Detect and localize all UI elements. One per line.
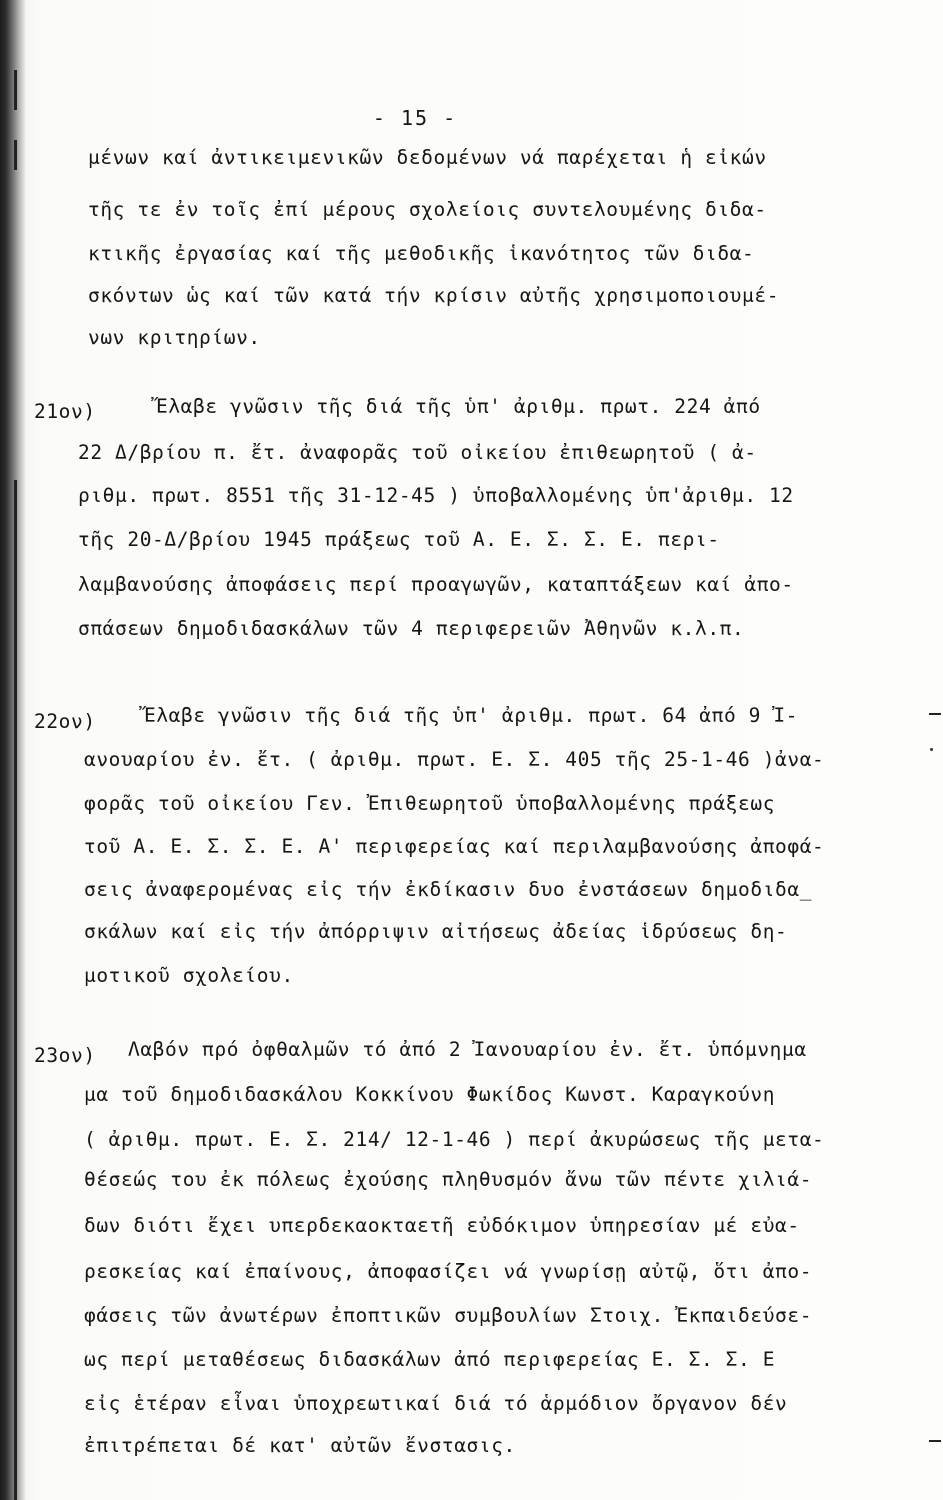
text-line: ( ἀριθμ. πρωτ. Ε. Σ. 214/ 12-1-46 ) περί ἀκυρώσεως τῆς μετα- <box>84 1128 825 1151</box>
text-line: ρεσκείας καί ἐπαίνους, ἀποφασίζει νά γνωρίσῃ αὐτῷ, ὅτι ἀπο- <box>84 1260 813 1283</box>
item-number: 23ον) <box>34 1044 96 1067</box>
item-number: 22ον) <box>34 710 96 733</box>
text-line: ανουαρίου ἐν. ἔτ. ( ἀριθμ. πρωτ. Ε. Σ. 405 τῆς 25-1-46 )ἀνα- <box>84 748 825 771</box>
binding-edge <box>0 0 26 1500</box>
text-line: θέσεώς του ἐκ πόλεως ἐχούσης πληθυσμόν ἄνω τῶν πέντε χιλιά- <box>84 1168 813 1191</box>
text-line: ἐπιτρέπεται δέ κατ' αὐτῶν ἔνστασις. <box>84 1434 516 1457</box>
text-line: τοῦ Α. Ε. Σ. Σ. Ε. Α' περιφερείας καί περιλαμβανούσης ἀποφά- <box>84 835 825 858</box>
text-line: φορᾶς τοῦ οἰκείου Γεν. Ἐπιθεωρητοῦ ὑποβαλλομένης πράξεως <box>84 792 776 815</box>
text-line: Ἔλαβε γνῶσιν τῆς διά τῆς ὑπ' ἀριθμ. πρωτ. 64 ἀπό 9 Ἰ- <box>144 704 799 727</box>
margin-mark <box>929 1440 941 1442</box>
text-line: 22 Δ/βρίου π. ἔτ. ἀναφορᾶς τοῦ οἰκείου ἐπιθεωρητοῦ ( ἀ- <box>78 441 757 464</box>
page-number: - 15 - <box>372 106 458 130</box>
text-line: εἰς ἑτέραν εἶναι ὑποχρεωτικαί διά τό ἁρμόδιον ὄργανον δέν <box>84 1392 788 1415</box>
text-line: μοτικοῦ σχολείου. <box>84 964 294 987</box>
text-line: σπάσεων δημοδιδασκάλων τῶν 4 περιφερειῶν Ἀθηνῶν κ.λ.π. <box>78 617 745 640</box>
text-line: λαμβανούσης ἀποφάσεις περί προαγωγῶν, καταπτάξεων καί ἀπο- <box>78 573 794 596</box>
text-line: νων κριτηρίων. <box>88 326 261 349</box>
text-line: Ἔλαβε γνῶσιν τῆς διά τῆς ὑπ' ἀριθμ. πρωτ. 224 ἀπό <box>156 395 761 418</box>
text-line: φάσεις τῶν ἀνωτέρων ἐποπτικῶν συμβουλίων Στοιχ. Ἐκπαιδεύσε- <box>84 1304 813 1327</box>
text-line: σκόντων ὡς καί τῶν κατά τήν κρίσιν αὐτῆς χρησιμοποιουμέ- <box>88 284 780 307</box>
item-number: 21ον) <box>34 400 96 423</box>
text-line: δων διότι ἔχει υπερδεκαοκταετῆ εὐδόκιμον ὑπηρεσίαν μέ εὐα- <box>84 1214 800 1237</box>
text-line: μένων καί ἀντικειμενικῶν δεδομένων νά παρέχεται ἡ εἰκών <box>88 146 767 169</box>
margin-mark <box>929 713 941 715</box>
text-line: Λαβόν πρό ὀφθαλμῶν τό ἀπό 2 Ἰανουαρίου ἐν. ἔτ. ὑπόμνημα <box>128 1038 807 1061</box>
text-line: ως περί μεταθέσεως διδασκάλων ἀπό περιφερείας Ε. Σ. Σ. Ε <box>84 1348 776 1371</box>
text-line: ριθμ. πρωτ. 8551 τῆς 31-12-45 ) ὑποβαλλομένης ὑπ'ἀριθμ. 12 <box>78 484 794 507</box>
text-line: σκάλων καί εἰς τήν ἀπόρριψιν αἰτήσεως ἀδείας ἱδρύσεως δη- <box>84 920 788 943</box>
text-line: τῆς τε ἐν τοῖς ἐπί μέρους σχολείοις συντελουμένης διδα- <box>88 198 767 221</box>
text-line: κτικῆς ἐργασίας καί τῆς μεθοδικῆς ἱκανότητος τῶν διδα- <box>88 242 755 265</box>
margin-dot <box>930 748 933 751</box>
text-line: μα τοῦ δημοδιδασκάλου Κοκκίνου Φωκίδος Κωνστ. Καραγκούνη <box>84 1083 776 1106</box>
text-line: σεις ἀναφερομένας εἰς τήν ἐκδίκασιν δυο ἐνστάσεων δημοδιδα_ <box>84 878 813 901</box>
text-line: τῆς 20-Δ/βρίου 1945 πράξεως τοῦ Α. Ε. Σ. Σ. Ε. περι- <box>78 528 720 551</box>
